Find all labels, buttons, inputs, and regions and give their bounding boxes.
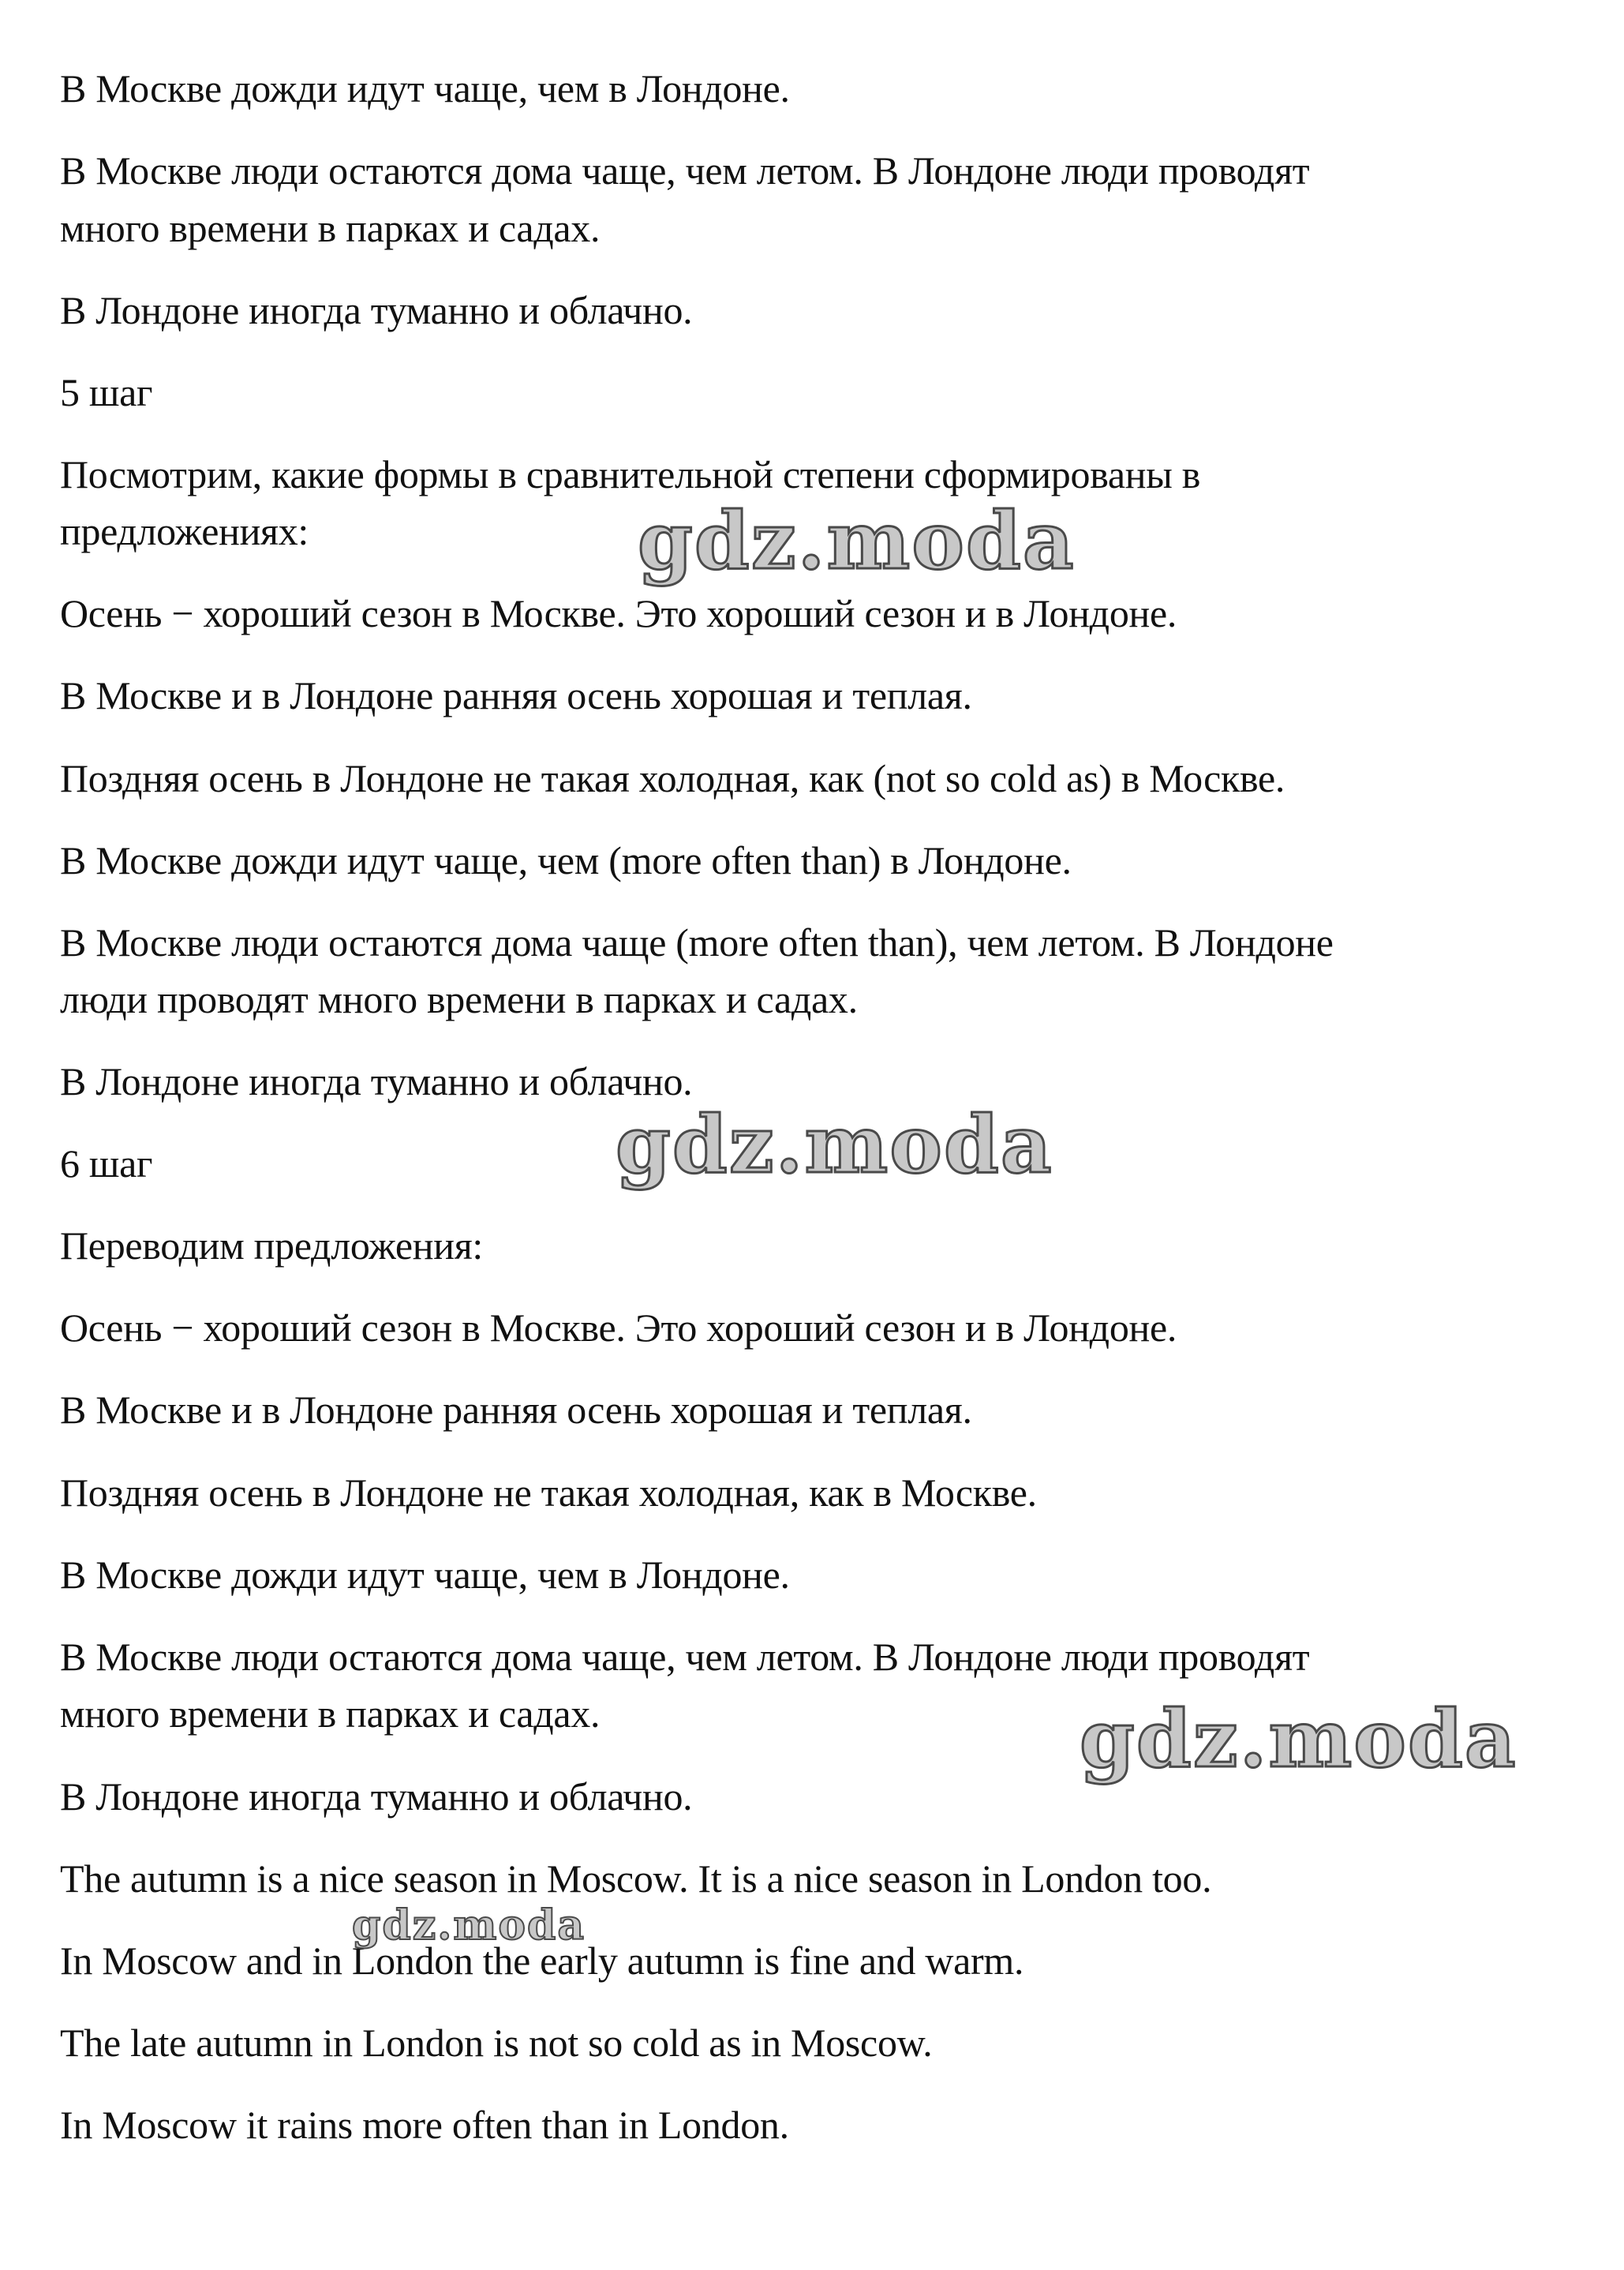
text-line: В Москве и в Лондоне ранняя осень хорошая и теплая. <box>60 1388 972 1432</box>
english-line: The autumn is a nice season in Moscow. It is a nice season in London too. <box>60 1856 1212 1901</box>
watermark-logo: gdz.moda <box>638 494 1076 587</box>
text-line: В Москве и в Лондоне ранняя осень хорошая и теплая. <box>60 673 972 717</box>
text-line: Поздняя осень в Лондоне не такая холодная, как (not so cold as) в Москве. <box>60 756 1285 800</box>
text-line: люди проводят много времени в парках и садах. <box>60 977 858 1021</box>
english-line: In Moscow and in London the early autumn is fine and warm. <box>60 1938 1024 1983</box>
text-line: В Лондоне иногда туманно и облачно. <box>60 1774 693 1819</box>
text-line: Поздняя осень в Лондоне не такая холодная, как в Москве. <box>60 1470 1037 1515</box>
text-line: В Москве люди остаются дома чаще, чем летом. В Лондоне люди проводят <box>60 148 1310 193</box>
step-heading: 6 шаг <box>60 1141 153 1186</box>
text-line: В Москве дожди идут чаще, чем в Лондоне. <box>60 66 790 111</box>
text-line: В Лондоне иногда туманно и облачно. <box>60 288 693 332</box>
english-line: The late autumn in London is not so cold as in Moscow. <box>60 2021 933 2065</box>
text-line: В Москве дожди идут чаще, чем (more often than) в Лондоне. <box>60 838 1072 882</box>
text-line: В Москве люди остаются дома чаще (more often than), чем летом. В Лондоне <box>60 920 1334 965</box>
watermark-logo: gdz.moda <box>1080 1692 1517 1785</box>
text-line: предложениях: <box>60 509 309 553</box>
text-line: Посмотрим, какие формы в сравнительной степени сформированы в <box>60 452 1201 496</box>
text-line: Переводим предложения: <box>60 1223 483 1268</box>
watermark-logo: gdz.moda <box>616 1098 1053 1191</box>
text-line: много времени в парках и садах. <box>60 1691 601 1736</box>
watermark-logo: gdz.moda <box>352 1901 586 1950</box>
english-line: In Moscow it rains more often than in London. <box>60 2103 789 2147</box>
text-line: В Москве дожди идут чаще, чем в Лондоне. <box>60 1553 790 1597</box>
text-line: В Москве люди остаются дома чаще, чем летом. В Лондоне люди проводят <box>60 1635 1310 1679</box>
text-line: В Лондоне иногда туманно и облачно. <box>60 1059 693 1103</box>
step-heading: 5 шаг <box>60 370 153 414</box>
text-line: Осень − хороший сезон в Москве. Это хороший сезон и в Лондоне. <box>60 1305 1177 1350</box>
text-line: Осень − хороший сезон в Москве. Это хороший сезон и в Лондоне. <box>60 591 1177 635</box>
text-line: много времени в парках и садах. <box>60 206 601 250</box>
